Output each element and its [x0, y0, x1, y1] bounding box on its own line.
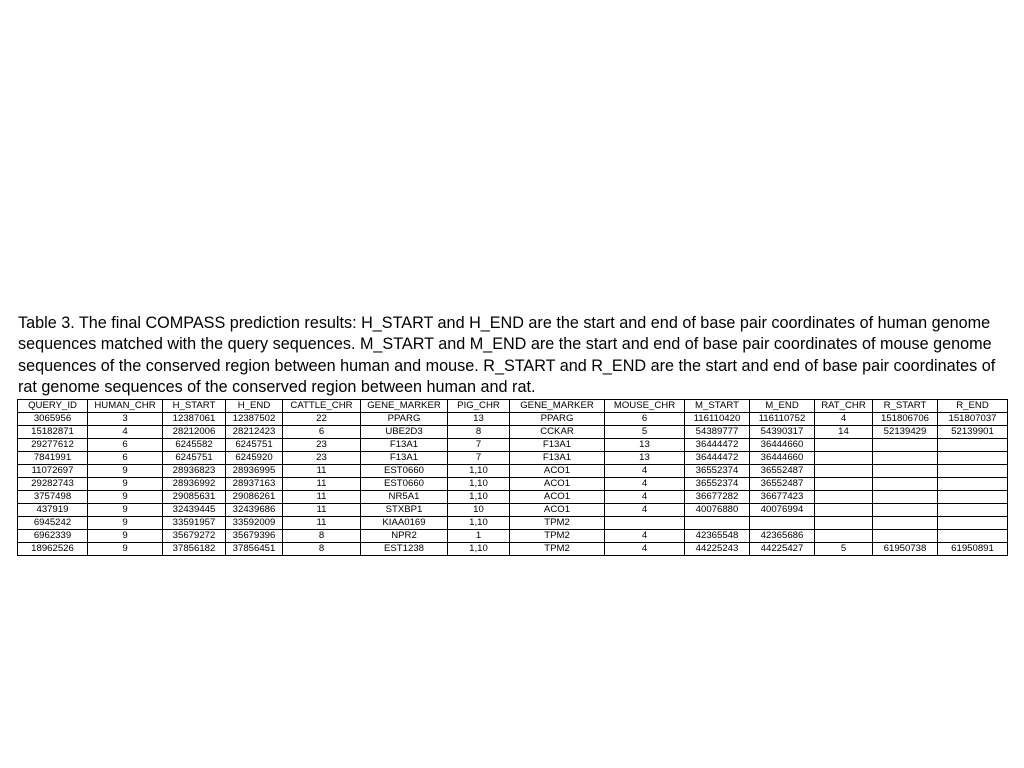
table-cell: 42365686 — [750, 530, 815, 543]
table-cell: 6 — [88, 439, 163, 452]
table-cell: 4 — [605, 543, 685, 556]
table-cell — [873, 517, 938, 530]
table-cell: 28936995 — [226, 465, 283, 478]
table-cell: 33591957 — [163, 517, 226, 530]
table-cell: 61950738 — [873, 543, 938, 556]
table-cell: 1,10 — [448, 543, 510, 556]
table-cell: 36444660 — [750, 439, 815, 452]
table-cell: 6 — [283, 426, 361, 439]
table-cell: 4 — [605, 465, 685, 478]
table-cell: 11 — [283, 517, 361, 530]
column-header: HUMAN_CHR — [88, 400, 163, 413]
table-cell: 4 — [605, 478, 685, 491]
column-header: GENE_MARKER — [510, 400, 605, 413]
table-cell: ACO1 — [510, 504, 605, 517]
table-cell: 36444660 — [750, 452, 815, 465]
table-cell: 28937163 — [226, 478, 283, 491]
table-cell: 6245582 — [163, 439, 226, 452]
table-cell — [815, 530, 873, 543]
table-cell: 37856451 — [226, 543, 283, 556]
table-cell: 28212006 — [163, 426, 226, 439]
table-cell: 52139429 — [873, 426, 938, 439]
table-cell: 22 — [283, 413, 361, 426]
table-cell: 1,10 — [448, 465, 510, 478]
table-cell: 4 — [605, 491, 685, 504]
table-cell: 1,10 — [448, 517, 510, 530]
column-header: H_START — [163, 400, 226, 413]
column-header: RAT_CHR — [815, 400, 873, 413]
table-cell: 9 — [88, 465, 163, 478]
table-cell — [605, 517, 685, 530]
table-cell — [873, 452, 938, 465]
table-cell: F13A1 — [510, 439, 605, 452]
table-cell: 11072697 — [18, 465, 88, 478]
table-cell: 6945242 — [18, 517, 88, 530]
table-cell: 28936823 — [163, 465, 226, 478]
table-row — [18, 452, 1008, 465]
column-header: MOUSE_CHR — [605, 400, 685, 413]
table-cell: ACO1 — [510, 478, 605, 491]
table-cell: 40076880 — [685, 504, 750, 517]
table-cell — [750, 517, 815, 530]
column-header: M_END — [750, 400, 815, 413]
table-cell — [938, 517, 1008, 530]
table-row — [18, 530, 1008, 543]
table-cell: 9 — [88, 478, 163, 491]
table-cell: 116110420 — [685, 413, 750, 426]
table-cell: 6 — [88, 452, 163, 465]
table-cell: 61950891 — [938, 543, 1008, 556]
table-cell: 3065956 — [18, 413, 88, 426]
table-cell: NR5A1 — [361, 491, 448, 504]
table-cell: 9 — [88, 504, 163, 517]
table-cell: 11 — [283, 504, 361, 517]
table-cell: 15182871 — [18, 426, 88, 439]
table-cell: 29086261 — [226, 491, 283, 504]
table-cell: 1,10 — [448, 478, 510, 491]
column-header: M_START — [685, 400, 750, 413]
table-cell: ACO1 — [510, 465, 605, 478]
table-cell: ACO1 — [510, 491, 605, 504]
table-cell: 35679396 — [226, 530, 283, 543]
table-cell: 33592009 — [226, 517, 283, 530]
table-cell — [815, 491, 873, 504]
table-caption-text: . The final COMPASS prediction results: H_START and H_END are the start and end of base pair coordinates of human genome sequences matched with the query sequences. M_START and M_END are the start and end of base pair coordinates of mouse genome sequences of the conserved region between human and mouse. R_START and R_END are the start and end of base pair coordinates of rat genome sequences of the conserved region between human and rat. — [18, 314, 996, 397]
table-cell: 9 — [88, 517, 163, 530]
table-label: Table 3 — [18, 314, 71, 332]
table-cell: EST1238 — [361, 543, 448, 556]
table-cell: F13A1 — [510, 452, 605, 465]
table-cell: 5 — [815, 543, 873, 556]
table-cell: CCKAR — [510, 426, 605, 439]
table-cell: 13 — [448, 413, 510, 426]
table-cell — [938, 465, 1008, 478]
table-cell: 14 — [815, 426, 873, 439]
table-cell — [815, 465, 873, 478]
table-cell: 37856182 — [163, 543, 226, 556]
table-cell: 12387502 — [226, 413, 283, 426]
table-cell: EST0660 — [361, 465, 448, 478]
table-cell — [815, 452, 873, 465]
table-cell: 4 — [605, 530, 685, 543]
table-cell — [815, 478, 873, 491]
table-row — [18, 491, 1008, 504]
table-cell: 1 — [448, 530, 510, 543]
table-cell: 13 — [605, 439, 685, 452]
table-cell — [873, 478, 938, 491]
table-cell: STXBP1 — [361, 504, 448, 517]
table-cell: 28212423 — [226, 426, 283, 439]
table-cell: 36677423 — [750, 491, 815, 504]
table-row — [18, 439, 1008, 452]
table-cell: 6245751 — [163, 452, 226, 465]
table-cell: 36444472 — [685, 452, 750, 465]
table-cell: 6 — [605, 413, 685, 426]
table-cell: 151807037 — [938, 413, 1008, 426]
column-header: R_START — [873, 400, 938, 413]
table-row — [18, 543, 1008, 556]
table-cell: 7 — [448, 452, 510, 465]
table-cell: 8 — [448, 426, 510, 439]
table-row — [18, 413, 1008, 426]
table-cell: PPARG — [510, 413, 605, 426]
table-cell: 7 — [448, 439, 510, 452]
table-cell: 6245920 — [226, 452, 283, 465]
table-cell — [873, 530, 938, 543]
table-cell — [815, 504, 873, 517]
table-cell: UBE2D3 — [361, 426, 448, 439]
table-cell: KIAA0169 — [361, 517, 448, 530]
table-cell: 6245751 — [226, 439, 283, 452]
table-cell: 18962526 — [18, 543, 88, 556]
table-cell — [873, 504, 938, 517]
table-cell: 13 — [605, 452, 685, 465]
table-row — [18, 504, 1008, 517]
table-cell: 44225427 — [750, 543, 815, 556]
table-cell: 32439686 — [226, 504, 283, 517]
table-cell: TPM2 — [510, 517, 605, 530]
table-cell: 23 — [283, 452, 361, 465]
table-cell: 36552487 — [750, 478, 815, 491]
column-header: PIG_CHR — [448, 400, 510, 413]
table-cell: 36552374 — [685, 465, 750, 478]
table-cell: 11 — [283, 491, 361, 504]
table-cell — [938, 491, 1008, 504]
table-cell — [815, 439, 873, 452]
table-cell: 11 — [283, 465, 361, 478]
table-cell: 116110752 — [750, 413, 815, 426]
table-cell — [873, 439, 938, 452]
table-cell: 3 — [88, 413, 163, 426]
column-header: R_END — [938, 400, 1008, 413]
table-cell: 4 — [88, 426, 163, 439]
table-cell — [938, 439, 1008, 452]
table-cell: F13A1 — [361, 452, 448, 465]
table-cell: 40076994 — [750, 504, 815, 517]
table-row — [18, 478, 1008, 491]
table-cell: 28936992 — [163, 478, 226, 491]
table-cell: 35679272 — [163, 530, 226, 543]
table-body — [18, 413, 1008, 556]
table-cell: 42365548 — [685, 530, 750, 543]
column-header: CATTLE_CHR — [283, 400, 361, 413]
table-cell: 9 — [88, 491, 163, 504]
table-cell: EST0660 — [361, 478, 448, 491]
table-cell: 3757498 — [18, 491, 88, 504]
table-cell: 8 — [283, 543, 361, 556]
table-cell: 52139901 — [938, 426, 1008, 439]
table-cell — [938, 478, 1008, 491]
column-header: GENE_MARKER — [361, 400, 448, 413]
table-cell: 29277612 — [18, 439, 88, 452]
table-cell — [938, 504, 1008, 517]
table-cell: 4 — [605, 504, 685, 517]
table-cell: 1,10 — [448, 491, 510, 504]
table-cell: 12387061 — [163, 413, 226, 426]
table-cell — [938, 452, 1008, 465]
table-cell: 36552374 — [685, 478, 750, 491]
table-cell: 54390317 — [750, 426, 815, 439]
table-cell: 29085631 — [163, 491, 226, 504]
table-cell: 36444472 — [685, 439, 750, 452]
table-row — [18, 517, 1008, 530]
table-cell: 44225243 — [685, 543, 750, 556]
table-cell: 437919 — [18, 504, 88, 517]
table-caption — [18, 313, 1008, 399]
table-cell: 151806706 — [873, 413, 938, 426]
compass-results-table — [17, 399, 1008, 556]
table-cell: 10 — [448, 504, 510, 517]
table-cell: NPR2 — [361, 530, 448, 543]
table-cell: 6962339 — [18, 530, 88, 543]
table-cell — [873, 491, 938, 504]
table-cell — [685, 517, 750, 530]
table-cell: 11 — [283, 478, 361, 491]
table-cell: 8 — [283, 530, 361, 543]
table-cell: TPM2 — [510, 543, 605, 556]
table-cell: F13A1 — [361, 439, 448, 452]
table-cell: 9 — [88, 543, 163, 556]
table-row — [18, 426, 1008, 439]
column-header: QUERY_ID — [18, 400, 88, 413]
table-cell — [938, 530, 1008, 543]
table-cell: 9 — [88, 530, 163, 543]
column-header: H_END — [226, 400, 283, 413]
table-cell: 36677282 — [685, 491, 750, 504]
table-cell: 4 — [815, 413, 873, 426]
table-cell: 54389777 — [685, 426, 750, 439]
table-cell: 23 — [283, 439, 361, 452]
table-cell: 36552487 — [750, 465, 815, 478]
table-header-row — [18, 400, 1008, 413]
table-cell: 32439445 — [163, 504, 226, 517]
table-cell: 5 — [605, 426, 685, 439]
table-cell: 29282743 — [18, 478, 88, 491]
table-cell: 7841991 — [18, 452, 88, 465]
table-cell: TPM2 — [510, 530, 605, 543]
table-cell — [873, 465, 938, 478]
table-row — [18, 465, 1008, 478]
table-cell — [815, 517, 873, 530]
table-cell: PPARG — [361, 413, 448, 426]
